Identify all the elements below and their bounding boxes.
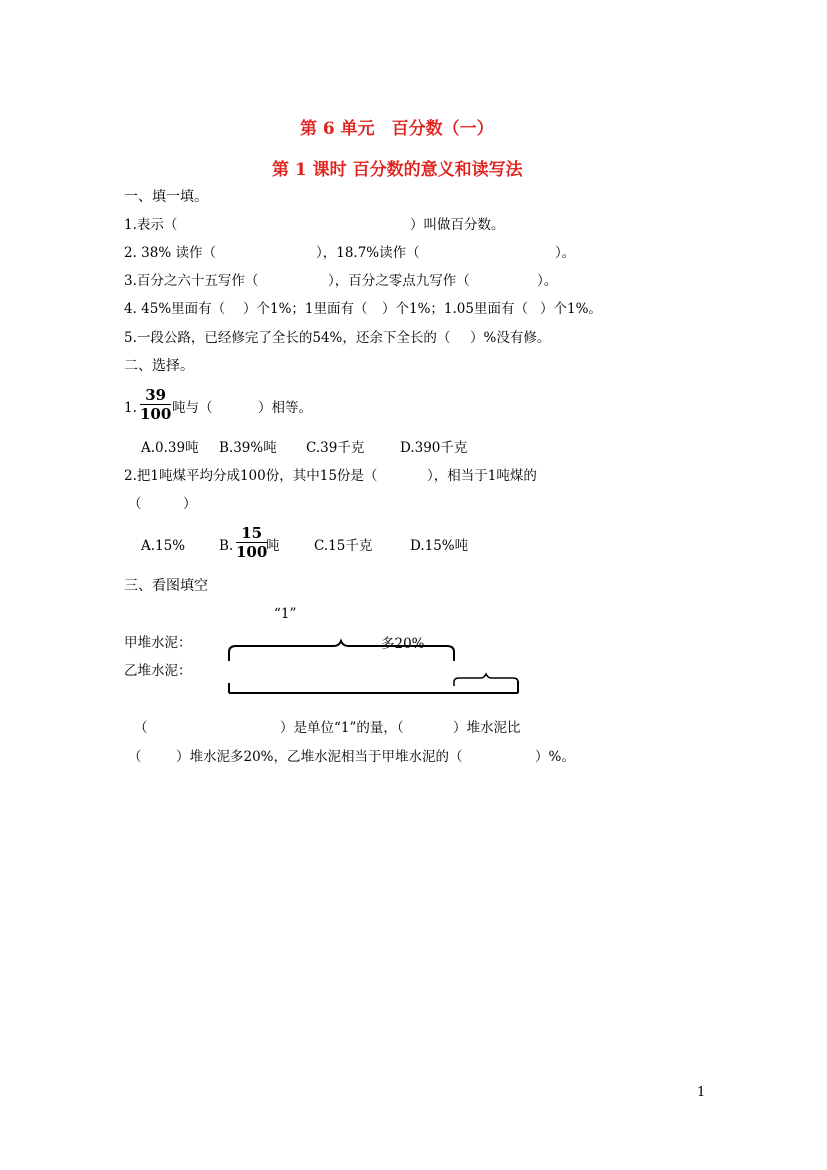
s2-q1-frac-denominator: 100 [140, 405, 172, 423]
s3-line2-b: ）堆水泥多20%，乙堆水泥相当于甲堆水泥的（ [176, 749, 463, 765]
s1-q5-pre: 5.一段公路，已经修完了全长的54%，还余下全长的（ [124, 330, 451, 346]
s1-q4-c: ）个1%；1.05里面有（ [382, 301, 528, 317]
s2-q2-frac-numerator: 15 [241, 524, 263, 542]
s2-q1-option-b: B.39%吨 [219, 440, 277, 456]
s3-line2-c: ）%。 [535, 749, 575, 765]
s2-q1-option-a: A.0.39吨 [141, 440, 199, 456]
section3-heading: 三、看图填空 [124, 578, 208, 594]
extra-brace [454, 674, 518, 686]
row-label-yi: 乙堆水泥： [124, 663, 192, 679]
page-number: 1 [697, 1085, 706, 1100]
s2-q2-option-b-label: B. [219, 538, 234, 554]
s1-q1-pre: 1.表示（ [124, 217, 178, 233]
s1-q2-post: ）。 [555, 245, 576, 261]
s2-q2-frac-denominator: 100 [236, 543, 268, 561]
s3-line1-c: ）堆水泥比 [453, 720, 521, 736]
s2-q2-blank-open: （ [128, 496, 142, 512]
section2-heading: 二、选择。 [124, 358, 194, 374]
s2-q1-frac-numerator: 39 [145, 386, 167, 404]
s1-q4-b: ）个1%；1里面有（ [243, 301, 368, 317]
s2-q2-text2: ），相当于1吨煤的 [427, 468, 537, 484]
s2-q2-blank-close: ） [183, 496, 197, 512]
s1-q3-mid: ），百分之零点九写作（ [328, 273, 470, 289]
more-20-label: 多20% [381, 636, 425, 652]
unit-one-label: “1” [274, 606, 297, 622]
s3-line2-a: （ [128, 749, 142, 765]
s1-q2-pre: 2. 38% 读作（ [124, 245, 216, 261]
jia-brace [229, 641, 454, 661]
s2-q2-option-a: A.15% [141, 538, 186, 554]
s3-line1-b: ）是单位“1”的量，（ [280, 720, 404, 736]
s2-q1-num: 1. [124, 400, 137, 416]
s1-q2-mid: ），18.7%读作（ [316, 245, 420, 261]
s2-q1-text-post: ）相等。 [258, 400, 312, 416]
unit-title: 第 6 单元 百分数（一） [300, 119, 494, 139]
s2-q1-option-d: D.390千克 [400, 440, 468, 456]
s1-q5-post: ）%没有修。 [470, 330, 551, 346]
s3-line1-a: （ [134, 720, 148, 736]
s2-q1-option-c: C.39千克 [306, 440, 365, 456]
lesson-title: 第 1 课时 百分数的意义和读写法 [272, 160, 523, 180]
s1-q4-a: 4. 45%里面有（ [124, 301, 226, 317]
s2-q2-text: 2.把1吨煤平均分成100份，其中15份是（ [124, 468, 378, 484]
section1-heading: 一、填一填。 [124, 189, 208, 205]
s2-q2-option-b-unit: 吨 [266, 538, 280, 554]
s2-q2-option-c: C.15千克 [314, 538, 373, 554]
s1-q4-d: ）个1%。 [540, 301, 602, 317]
s1-q1-post: ）叫做百分数。 [410, 217, 505, 233]
s2-q2-option-d: D.15%吨 [410, 538, 469, 554]
row-label-jia: 甲堆水泥： [124, 635, 192, 651]
s1-q3-pre: 3.百分之六十五写作（ [124, 273, 259, 289]
s1-q3-post: ）。 [537, 273, 558, 289]
s2-q1-text-pre: 吨与（ [172, 400, 213, 416]
